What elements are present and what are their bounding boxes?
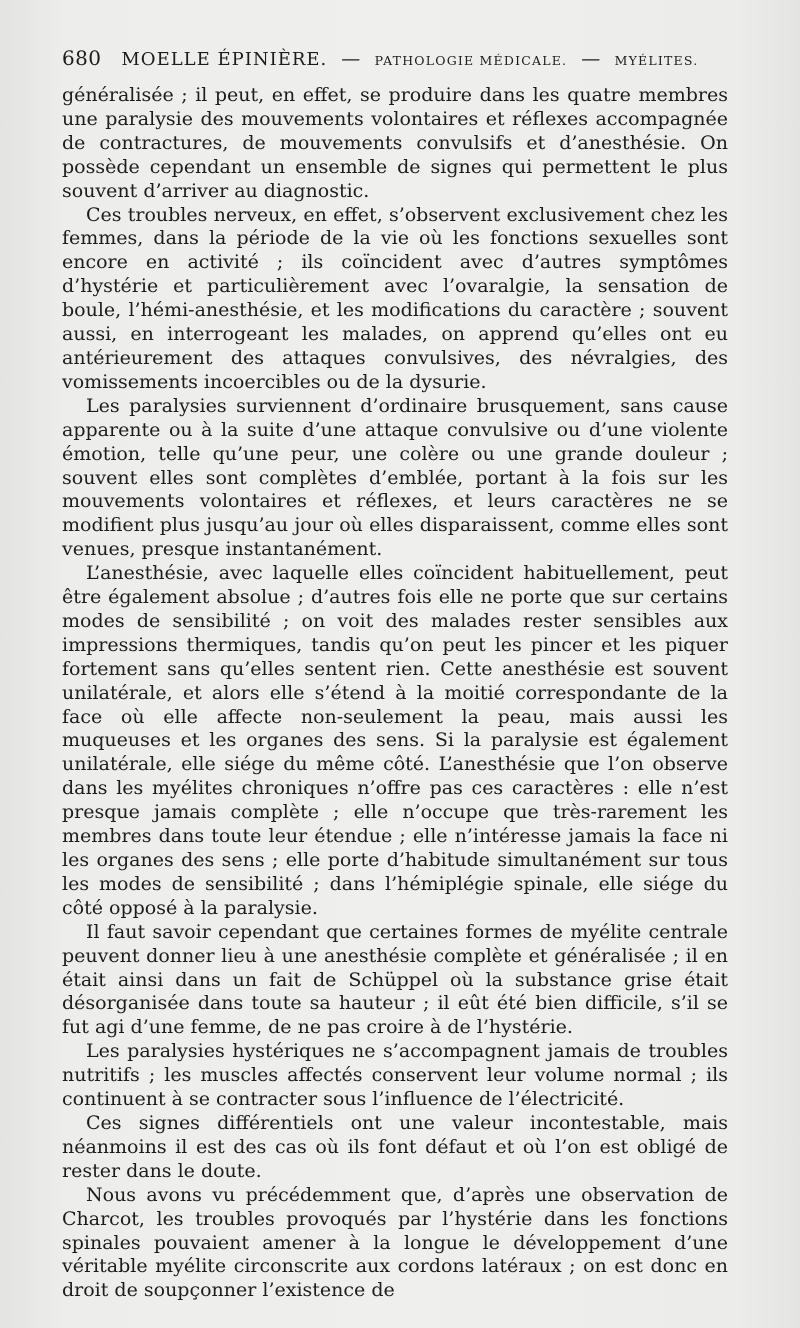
subsection-title: MYÉLITES. (614, 53, 699, 68)
running-title: MOELLE ÉPINIÈRE. (121, 49, 328, 70)
running-head (62, 46, 732, 76)
paragraph: L’anesthésie, avec laquelle elles coïncident habituellement, peut être également absolue ; d’autres fois elle ne porte que sur certains modes de sensibilité ; on voit des malades rester sensibles aux impressions thermiques, tandis qu’on peut les pincer et les piquer fortement sans qu’elles sentent rien. Cette anesthésie est souvent unilatérale, et alors elle s’étend à la moitié correspondante de la face où elle affecte non-seulement la peau, mais aussi les muqueuses et les organes des sens. Si la paralysie est également unilatérale, elle siége du même côté. L’anesthésie que l’on observe dans les myélites chroniques n’offre pas ces caractères : elle n’est presque jamais complète ; elle n’occupe que très-rarement les membres dans toute leur étendue ; elle n’intéresse jamais la face ni les organes des sens ; elle porte d’habitude simultanément sur tous les modes de sensibilité ; dans l’hémiplégie spinale, elle siége du côté opposé à la paralysie. (62, 562, 728, 919)
paragraph: Les paralysies surviennent d’ordinaire brusquement, sans cause apparente ou à la suite d’une attaque convulsive ou d’une violente émotion, telle qu’une peur, une colère ou une grande douleur ; souvent elles sont complètes d’emblée, portant à la fois sur les mouvements volontaires et réflexes, et leurs caractères ne se modifient plus jusqu’au jour où elles disparaissent, comme elles sont venues, presque instantanément. (62, 394, 728, 561)
paragraph: Il faut savoir cependant que certaines formes de myélite centrale peuvent donner lieu à une anesthésie complète et généralisée ; il en était ainsi dans un fait de Schüppel où la substance grise était désorganisée dans toute sa hauteur ; il eût été bien difficile, s’il se fut agi d’une femme, de ne pas croire à de l’hystérie. (62, 920, 728, 1039)
page-number: 680 (62, 46, 102, 70)
paragraph: Nous avons vu précédemment que, d’après une observation de Charcot, les troubles provoqués par l’hystérie dans les fonctions spinales pouvaient amener à la longue le développement d’une véritable myélite circonscrite aux cordons latéraux ; on est donc en droit de soupçonner l’existence de (62, 1183, 728, 1302)
paragraph: Ces signes différentiels ont une valeur incontestable, mais néanmoins il est des cas où ils font défaut et où l’on est obligé de rester dans le doute. (62, 1111, 728, 1182)
paragraph-continued: généralisée ; il peut, en effet, se produire dans les quatre membres une paralysie des mouvements volontaires et réflexes accompagnée de contractures, de mouvements convulsifs et d’anesthésie. On possède cependant un ensemble de signes qui permettent le plus souvent d’arriver au diagnostic. (62, 84, 728, 202)
body-text (62, 84, 728, 1303)
paragraph: Les paralysies hystériques ne s’accompagnent jamais de troubles nutritifs ; les muscles affectés conservent leur volume normal ; ils continuent à se contracter sous l’influence de l’électricité. (62, 1040, 728, 1111)
header-separator-2: — (581, 48, 601, 70)
header-separator-1: — (341, 48, 361, 70)
paragraph: Ces troubles nerveux, en effet, s’observent exclusivement chez les femmes, dans la période de la vie où les fonctions sexuelles sont encore en activité ; ils coïncident avec d’autres symptômes d’hystérie et particulièrement avec l’ovaralgie, la sensation de boule, l’hémi-anesthésie, et les modifications du caractère ; souvent aussi, en interrogeant les malades, on apprend qu’elles ont eu antérieurement des attaques convulsives, des névralgies, des vomissements incoercibles ou de la dysurie. (62, 203, 728, 393)
section-title: PATHOLOGIE MÉDICALE. (374, 53, 568, 68)
